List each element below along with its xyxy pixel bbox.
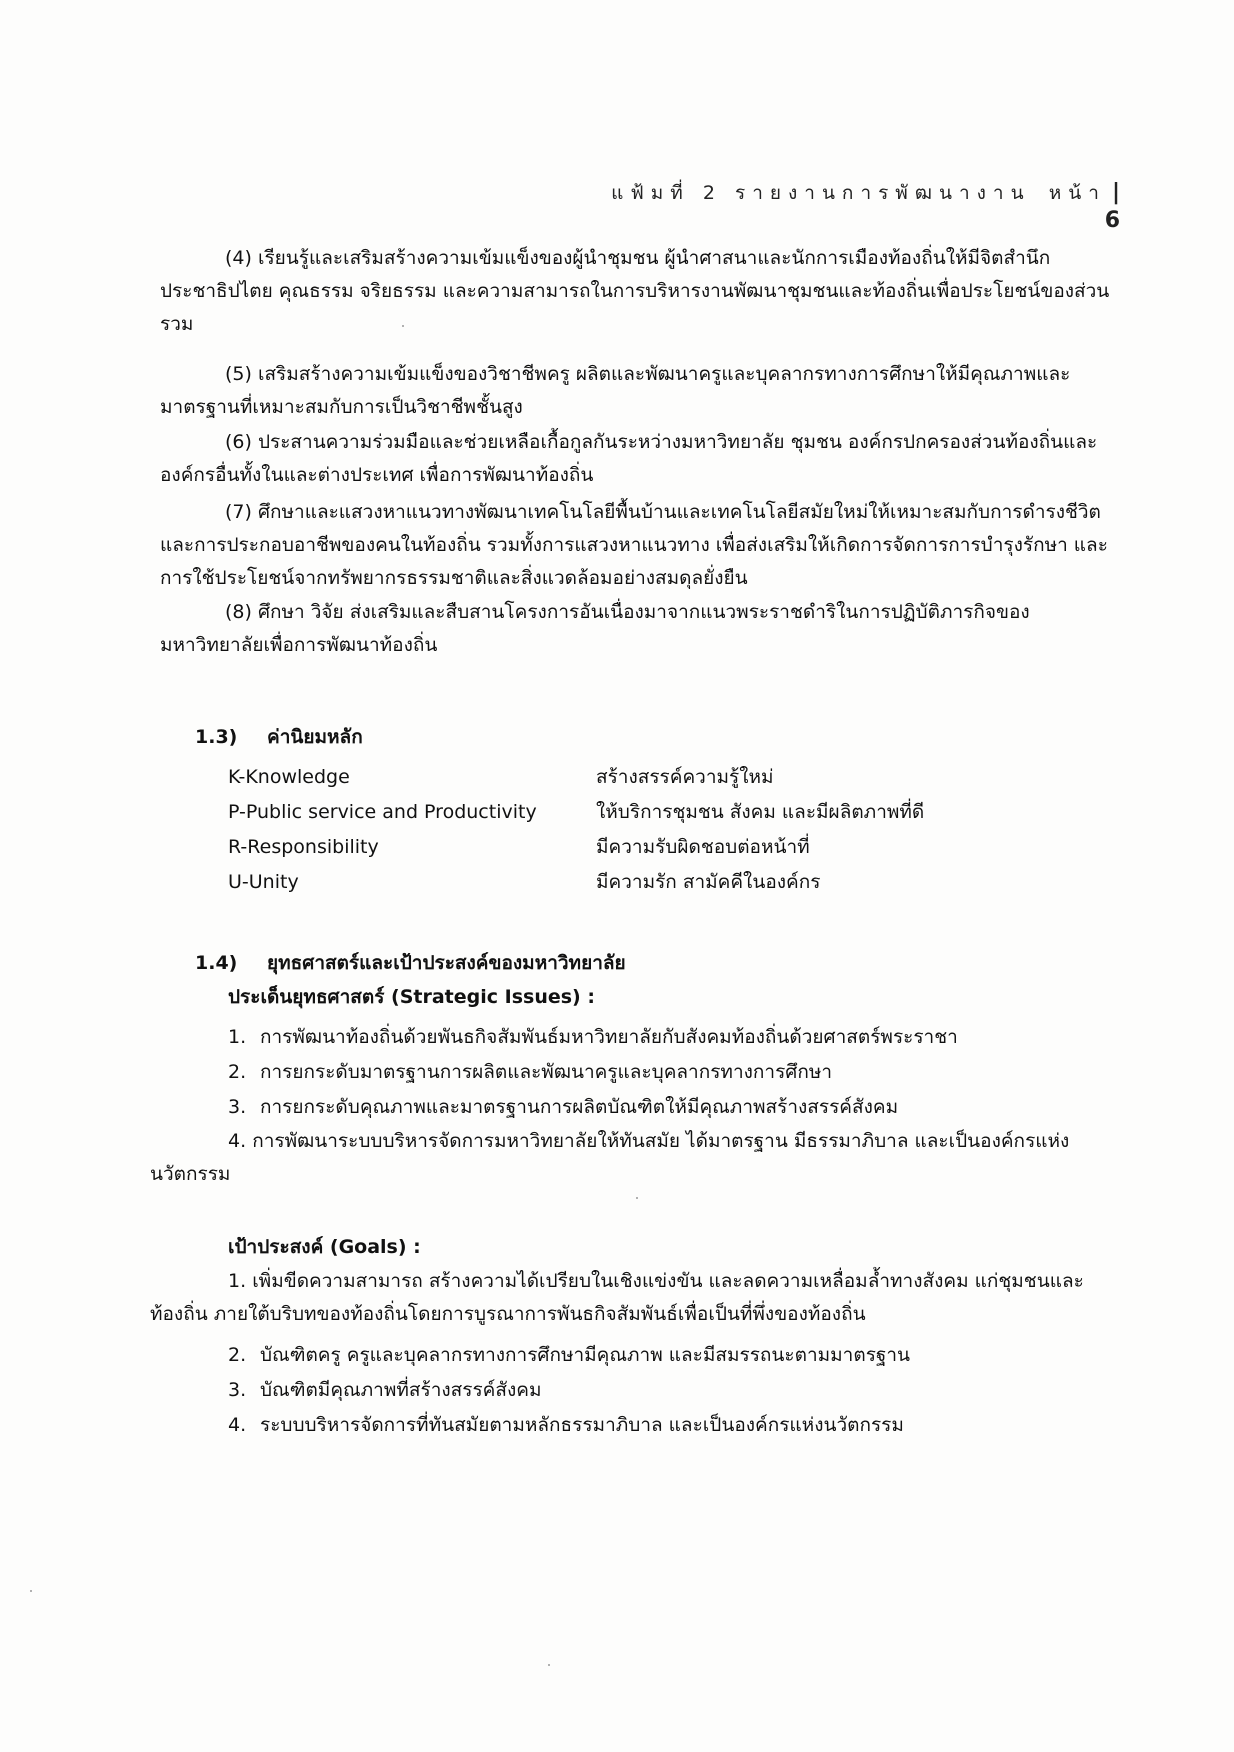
list-item — [228, 1090, 958, 1125]
section-heading-core-values — [195, 722, 363, 752]
goals-heading: เป้าประสงค์ (Goals) : — [228, 1236, 421, 1258]
list-text: การยกระดับมาตรฐานการผลิตและพัฒนาครูและบุคลากรทางการศึกษา — [260, 1061, 833, 1083]
mission-paragraph: (8) ศึกษา วิจัย ส่งเสริมและสืบสานโครงการอันเนื่องมาจากแนวพระราชดำริในการปฏิบัติภารกิจของมหาวิทยาลัยเพื่อการพัฒนาท้องถิ่น — [160, 601, 1030, 656]
list-number: 1. — [228, 1270, 247, 1292]
header-page-label: หน้า — [1048, 182, 1106, 204]
list-number: 4. — [228, 1414, 247, 1436]
section-number: 1.4) — [195, 952, 238, 974]
core-value-key: R-Responsibility — [228, 836, 379, 858]
strategic-issue-4 — [150, 1125, 1115, 1191]
core-value-meaning: มีความรับผิดชอบต่อหน้าที่ — [596, 836, 810, 858]
section-title: ค่านิยมหลัก — [267, 726, 363, 748]
list-number: 4. — [228, 1130, 247, 1152]
section-title: ยุทธศาสตร์และเป้าประสงค์ของมหาวิทยาลัย — [267, 952, 626, 974]
list-text: การยกระดับคุณภาพและมาตรฐานการผลิตบัณฑิตให้มีคุณภาพสร้างสรรค์สังคม — [260, 1096, 899, 1118]
list-item — [228, 1020, 958, 1055]
header-separator: | — [1111, 180, 1120, 205]
core-values-table — [228, 760, 924, 900]
strategic-issues-list — [228, 1020, 958, 1125]
list-text: การพัฒนาท้องถิ่นด้วยพันธกิจสัมพันธ์มหาวิทยาลัยกับสังคมท้องถิ่นด้วยศาสตร์พระราชา — [260, 1026, 958, 1048]
list-number: 2. — [228, 1344, 247, 1366]
list-number: 3. — [228, 1096, 247, 1118]
goals-list — [228, 1338, 910, 1443]
list-item — [228, 1338, 910, 1373]
mission-paragraph: (5) เสริมสร้างความเข้มแข็งของวิชาชีพครู ผลิตและพัฒนาครูและบุคลากรทางการศึกษาให้มีคุณภาพและมาตรฐานที่เหมาะสมกับการเป็นวิชาชีพชั้นสูง — [160, 363, 1071, 418]
core-value-meaning: มีความรัก สามัคคีในองค์กร — [596, 871, 821, 893]
list-number: 1. — [228, 1026, 247, 1048]
goal-1 — [150, 1265, 1115, 1331]
list-number: 3. — [228, 1379, 247, 1401]
list-text: บัณฑิตมีคุณภาพที่สร้างสรรค์สังคม — [260, 1379, 542, 1401]
core-value-key: P-Public service and Productivity — [228, 801, 537, 823]
mission-paragraph: (7) ศึกษาและแสวงหาแนวทางพัฒนาเทคโนโลยีพื้นบ้านและเทคโนโลยีสมัยใหม่ให้เหมาะสมกับการดำรงชีวิตและการประกอบอาชีพของคนในท้องถิ่น รวมทั้งการแสวงหาแนวทาง เพื่อส่งเสริมให้เกิดการจัดการการบำรุงรักษา และการใช้ประโยชน์จากทรัพยากรธรรมชาติและสิ่งแวดล้อมอย่างสมดุลยั่งยืน — [160, 501, 1108, 589]
scan-speck — [548, 1664, 550, 1666]
section-heading-strategy — [195, 948, 626, 978]
core-value-meaning: สร้างสรรค์ความรู้ใหม่ — [596, 766, 774, 788]
strategic-issues-heading: ประเด็นยุทธศาสตร์ (Strategic Issues) : — [228, 986, 595, 1008]
list-item — [228, 1408, 910, 1443]
list-text: ระบบบริหารจัดการที่ทันสมัยตามหลักธรรมาภิบาล และเป็นองค์กรแห่งนวัตกรรม — [260, 1414, 904, 1436]
core-value-meaning: ให้บริการชุมชน สังคม และมีผลิตภาพที่ดี — [596, 801, 925, 823]
list-text: เพิ่มขีดความสามารถ สร้างความได้เปรียบในเชิงแข่งขัน และลดความเหลื่อมล้ำทางสังคม แก่ชุมชนและท้องถิ่น ภายใต้บริบทของท้องถิ่นโดยการบูรณาการพันธกิจสัมพันธ์เพื่อเป็นที่พึ่งของท้องถิ่น — [150, 1270, 1084, 1325]
list-text: การพัฒนาระบบบริหารจัดการมหาวิทยาลัยให้ทันสมัย ได้มาตรฐาน มีธรรมาภิบาล และเป็นองค์กรแห่งนวัตกรรม — [150, 1130, 1070, 1185]
mission-paragraph: (6) ประสานความร่วมมือและช่วยเหลือเกื้อกูลกันระหว่างมหาวิทยาลัย ชุมชน องค์กรปกครองส่วนท้องถิ่นและองค์กรอื่นทั้งในและต่างประเทศ เพื่อการพัฒนาท้องถิ่น — [160, 431, 1098, 486]
list-text: บัณฑิตครู ครูและบุคลากรทางการศึกษามีคุณภาพ และมีสมรรถนะตามมาตรฐาน — [260, 1344, 911, 1366]
core-value-key: K-Knowledge — [228, 766, 350, 788]
core-value-row — [228, 865, 924, 900]
scan-speck — [402, 325, 404, 327]
core-value-row — [228, 795, 924, 830]
header-title: แฟ้มที่ 2 รายงานการพัฒนางาน — [611, 182, 1031, 204]
scan-speck — [636, 1197, 638, 1199]
list-item — [228, 1055, 958, 1090]
mission-paragraph: (4) เรียนรู้และเสริมสร้างความเข้มแข็งของผู้นำชุมชน ผู้นำศาสนาและนักการเมืองท้องถิ่นให้มีจิตสำนึกประชาธิปไตย คุณธรรม จริยธรรม และความสามารถในการบริหารงานพัฒนาชุมชนและท้องถิ่นเพื่อประโยชน์ของส่วนรวม — [160, 247, 1110, 335]
scan-speck — [30, 1590, 32, 1592]
core-value-key: U-Unity — [228, 871, 299, 893]
core-value-row — [228, 830, 924, 865]
list-item — [228, 1373, 910, 1408]
header-page-number: 6 — [1104, 208, 1120, 233]
section-number: 1.3) — [195, 726, 238, 748]
page-header — [600, 178, 1120, 233]
core-value-row — [228, 760, 924, 795]
list-number: 2. — [228, 1061, 247, 1083]
